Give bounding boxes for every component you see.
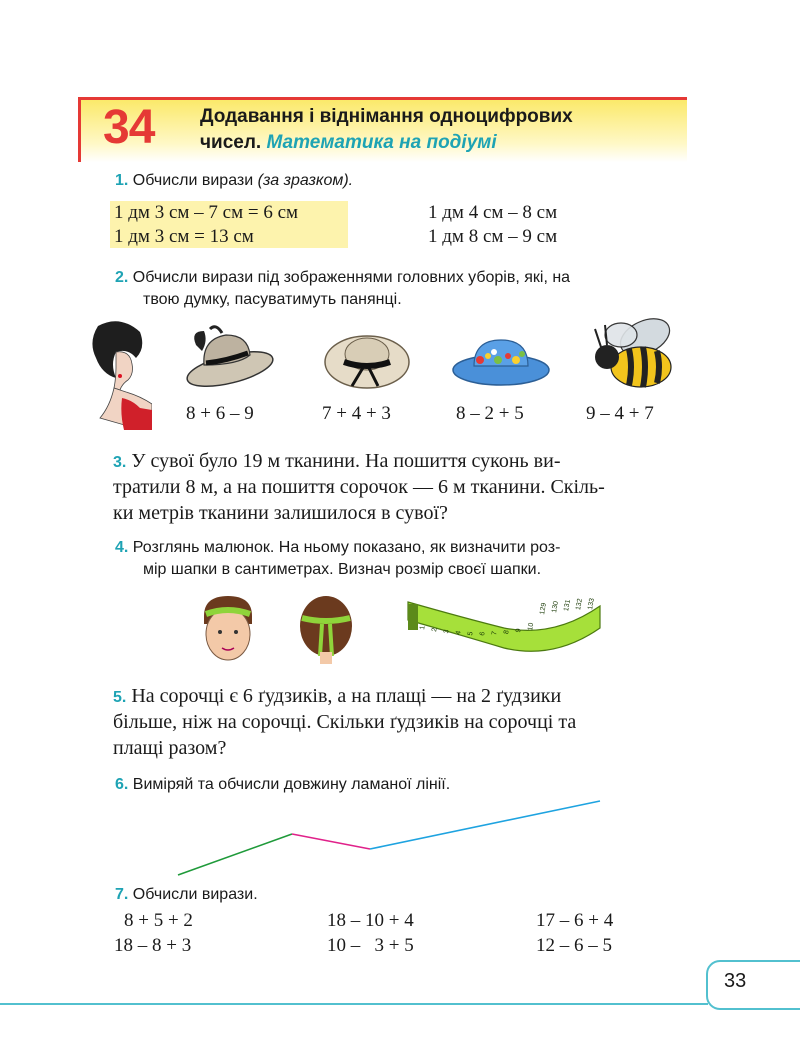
task3-number: 3.: [113, 454, 127, 471]
tape-measure-illustration: [404, 590, 604, 654]
tape-mark-label: 10: [527, 622, 536, 632]
task5-number: 5.: [113, 689, 127, 706]
tape-mark-label: 131: [563, 599, 572, 612]
task4-heading: [115, 539, 560, 557]
task3-line3: ки метрів тканини залишилося в сувої?: [113, 502, 448, 524]
task7-c1-1: 8 + 5 + 2: [124, 910, 193, 931]
tape-mark-label: 1: [419, 625, 427, 631]
task3-line2: тратили 8 м, а на пошиття сорочок — 6 м тканини. Скіль-: [113, 476, 605, 498]
task3-line1: [113, 448, 685, 476]
task1-expr2: 1 дм 8 см – 9 см: [428, 226, 558, 247]
task2-expr4: 9 – 4 + 7: [586, 403, 654, 424]
task7-c3-1: 17 – 6 + 4: [536, 910, 614, 931]
task2-heading: [115, 269, 570, 287]
task5-line2: більше, ніж на сорочці. Скільки ґудзиків на сорочці та: [113, 711, 577, 733]
straw-hat-illustration: [322, 324, 412, 392]
bee-illustration: [585, 315, 680, 393]
broken-line-figure: [170, 795, 610, 880]
broken-line-segment-2: [292, 834, 370, 849]
tape-mark-label: 9: [515, 628, 523, 634]
task7-c1-2: 18 – 8 + 3: [114, 935, 192, 956]
task6-number: 6.: [115, 776, 129, 793]
task2-line1: Обчисли вирази під зображеннями головних уборів, які, на: [132, 269, 571, 286]
task1-example2: 1 дм 3 см = 13 см: [114, 226, 254, 247]
head-front-illustration: [196, 594, 260, 664]
tape-mark-label: 130: [551, 600, 560, 614]
task1-hint: (за зразком).: [257, 172, 354, 189]
tape-mark-label: 3: [443, 628, 451, 635]
tape-mark-label: 8: [503, 629, 511, 635]
task1-number: 1.: [115, 172, 129, 189]
task7-number: 7.: [115, 886, 129, 903]
tape-mark-label: 2: [431, 627, 439, 633]
lesson-title-line2: [200, 132, 497, 154]
tape-mark-label: 133: [587, 597, 596, 611]
task2-expr3: 8 – 2 + 5: [456, 403, 524, 424]
blue-hat-illustration: [450, 330, 552, 388]
lesson-title-part: чисел.: [200, 132, 262, 153]
task4-line2: мір шапки в сантиметрах. Визнач розмір своєї шапки.: [143, 561, 542, 578]
task1-heading: [115, 172, 353, 190]
lesson-subtitle: Математика на подіумі: [266, 132, 497, 153]
task4-line1: Розглянь малюнок. На ньому показано, як визначити роз-: [132, 539, 561, 556]
task7-c2-1: 18 – 10 + 4: [327, 910, 414, 931]
task3-text1: У сувої було 19 м тканини. На пошиття суконь ви-: [131, 450, 561, 472]
tape-mark-label: 7: [491, 630, 499, 636]
tape-mark-label: 132: [575, 598, 584, 611]
task1-example1: 1 дм 3 см – 7 см = 6 см: [114, 202, 299, 223]
task6-heading: [115, 776, 450, 794]
task1-text: Обчисли вирази: [132, 172, 254, 189]
lesson-number: 34: [103, 101, 155, 154]
dark-hat-illustration: [182, 325, 278, 391]
woman-illustration: [80, 318, 152, 430]
tape-mark-label: 5: [467, 631, 475, 637]
task4-number: 4.: [115, 539, 129, 556]
task2-expr1: 8 + 6 – 9: [186, 403, 254, 424]
task6-text: Виміряй та обчисли довжину ламаної лінії.: [132, 776, 451, 793]
task7-text: Обчисли вирази.: [132, 886, 258, 903]
task7-c3-2: 12 – 6 – 5: [536, 935, 612, 956]
task7-c2-2: 10 – 3 + 5: [327, 935, 414, 956]
page-number: 33: [724, 970, 747, 992]
broken-line-segment-3: [370, 801, 600, 849]
task1-expr1: 1 дм 4 см – 8 см: [428, 202, 558, 223]
task5-line3: плащі разом?: [113, 737, 227, 759]
footer-rule: [0, 1003, 708, 1005]
lesson-title-line1: Додавання і віднімання одноцифрових: [200, 106, 573, 127]
task2-line2: твою думку, пасуватимуть панянці.: [143, 291, 402, 308]
tape-mark-label: 6: [479, 631, 487, 637]
page-number-box: [706, 960, 800, 1010]
task5-text1: На сорочці є 6 ґудзиків, а на плащі — на 2 ґудзики: [131, 685, 562, 707]
task7-heading: [115, 886, 258, 904]
task2-number: 2.: [115, 269, 129, 286]
task5-line1: [113, 683, 685, 711]
head-back-illustration: [298, 594, 354, 666]
tape-mark-label: 129: [539, 602, 548, 616]
tape-mark-label: 4: [455, 630, 463, 636]
task2-expr2: 7 + 4 + 3: [322, 403, 391, 424]
broken-line-segment-1: [178, 834, 292, 875]
